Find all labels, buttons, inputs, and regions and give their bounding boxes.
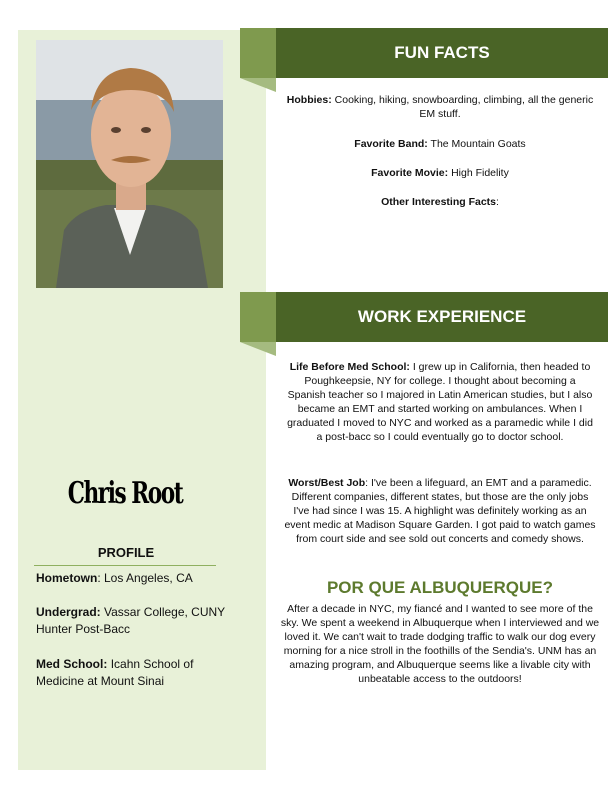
fun-facts-title: FUN FACTS	[276, 28, 608, 78]
hometown-value: : Los Angeles, CA	[97, 571, 193, 585]
hometown-item	[36, 570, 236, 587]
profile-divider	[34, 565, 216, 566]
why-albuquerque-title: POR QUE ALBUQUERQUE?	[326, 578, 554, 597]
movie-fact	[284, 166, 596, 180]
movie-value: High Fidelity	[451, 167, 509, 179]
fun-facts-banner	[240, 28, 608, 78]
why-albuquerque-text	[280, 602, 600, 686]
hobbies-fact	[284, 93, 596, 121]
undergrad-value: Vassar College, CUNY Hunter Post-Bacc	[36, 605, 225, 636]
hometown-label: Hometown	[36, 571, 98, 585]
med-school-value: Icahn School of Medicine at Mount Sinai	[36, 657, 194, 688]
worst-best-job	[284, 476, 596, 546]
other-label: Other Interesting Facts	[381, 196, 497, 208]
work-experience-title: WORK EXPERIENCE	[276, 292, 608, 342]
hobbies-value: Cooking, hiking, snowboarding, climbing, all the generic EM stuff.	[334, 94, 594, 120]
med-school-item	[36, 656, 221, 690]
job-value: : I've been a lifeguard, an EMT and a paramedic. Different companies, different states, but those are the only jobs I've had since I was 15. A highlight was definitely working as an event medic at Madison Square Garden. I got paid to watch games from court side and see sold out concerts and comedy shows.	[284, 477, 596, 545]
other-fact	[284, 195, 596, 209]
band-value: The Mountain Goats	[430, 138, 526, 150]
life-label: Life Before Med School:	[289, 361, 410, 373]
movie-label: Favorite Movie:	[371, 167, 449, 179]
person-name: Chris Root	[67, 476, 183, 511]
band-fact	[284, 137, 596, 151]
why-text: After a decade in NYC, my fiancé and I wanted to see more of the sky. We spent a weekend in Albuquerque when I interviewed and we loved it. We can't wait to trade dodging traffic to walk our dog every morning for a nice stroll in the foothills of the Sendia's. UNM has an amazing program, and Albuquerque seems like a livable city with unbeatable access to the outdoors!	[280, 603, 600, 685]
life-before-med-school	[284, 360, 596, 444]
undergrad-item	[36, 604, 226, 638]
band-label: Favorite Band:	[354, 138, 428, 150]
undergrad-label: Undergrad:	[36, 605, 101, 619]
hobbies-label: Hobbies:	[286, 94, 332, 106]
med-school-label: Med School:	[36, 657, 108, 671]
other-value: :	[496, 196, 499, 208]
work-experience-banner	[240, 292, 608, 342]
profile-title: PROFILE	[97, 545, 155, 560]
job-label: Worst/Best Job	[288, 477, 366, 489]
life-value: I grew up in California, then headed to Poughkeepsie, NY for college. I thought about becoming a Spanish teacher so I majored in Latin American studies, but I also became an EMT and started working on ambulances. When I graduated I moved to NYC and worked as a paramedic while I did a post-bacc so I could eventually go to doctor school.	[287, 361, 593, 443]
profile-photo	[36, 40, 223, 288]
